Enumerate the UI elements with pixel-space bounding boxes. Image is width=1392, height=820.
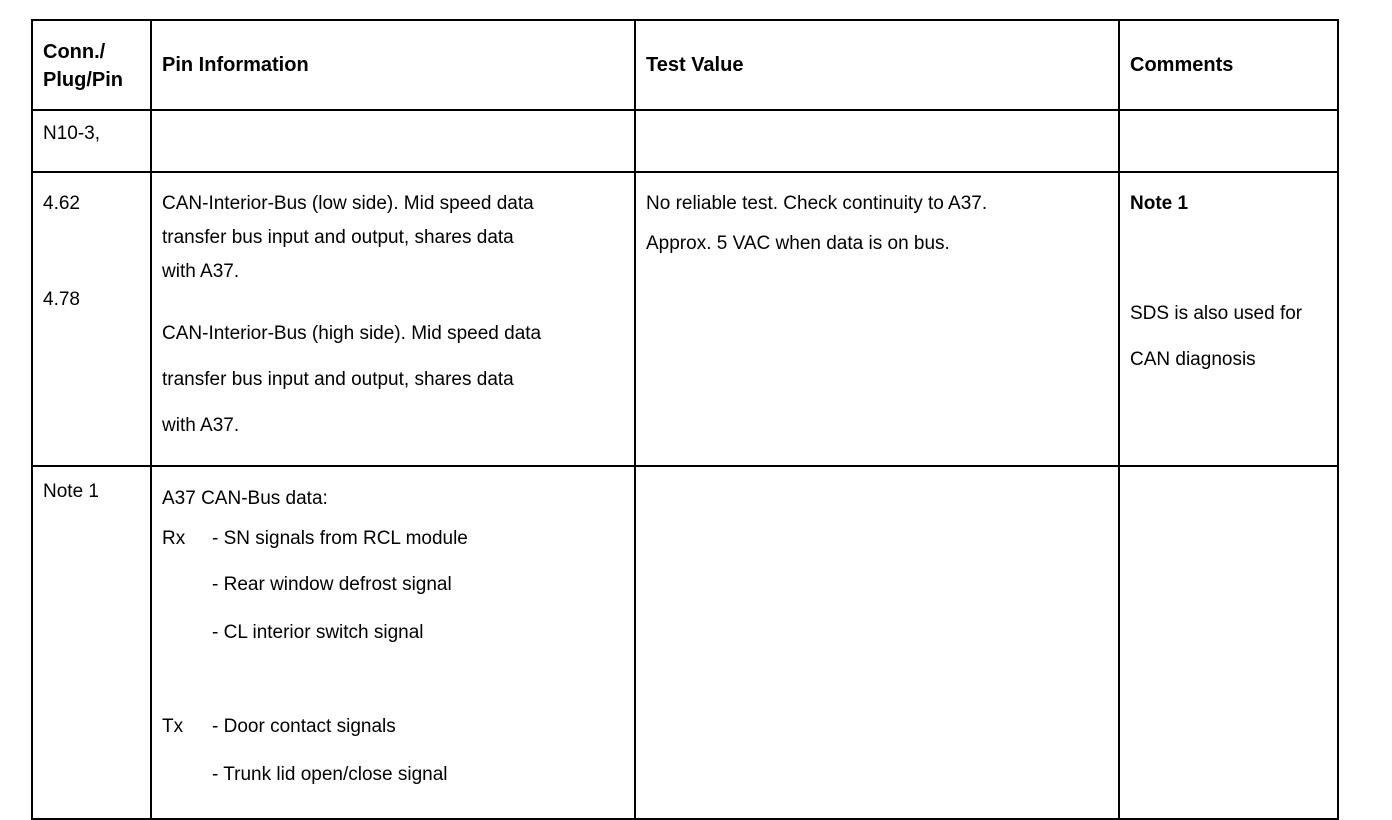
note-title: A37 CAN-Bus data: [162,488,328,509]
note-content-cell [151,466,635,819]
pin-info-low-side [162,187,624,289]
header-conn-line-2: Plug/Pin [43,69,123,91]
table-row-can-bus [32,172,1338,466]
test-value-line: Approx. 5 VAC when data is on bus. [646,233,950,254]
pin-cell [32,172,151,466]
test-value-cell [635,172,1119,466]
connector-cell: N10-3, [32,110,151,172]
comments-cell [1119,172,1338,466]
table-row-n10 [32,110,1338,172]
table-row-note-1 [32,466,1338,819]
header-test-value: Test Value [635,20,1119,110]
header-row [32,20,1338,110]
header-comments: Comments [1119,20,1338,110]
pin-info-line: transfer bus input and output, shares data [162,227,514,248]
rx-label: Rx [162,528,186,549]
header-conn-plug-pin [32,20,151,110]
tx-item: - Trunk lid open/close signal [212,764,448,785]
test-value-line: No reliable test. Check continuity to A37. [646,193,988,214]
pin-low-side: 4.62 [43,193,80,214]
pin-info-line: with A37. [162,261,240,282]
empty-cell [151,110,635,172]
comment-line: SDS is also used for [1130,303,1303,324]
empty-cell [1119,466,1338,819]
header-pin-information: Pin Information [151,20,635,110]
pin-info-line: CAN-Interior-Bus (low side). Mid speed data [162,193,534,214]
note-label-cell: Note 1 [32,466,151,819]
pin-info-table [31,19,1339,820]
empty-cell [635,110,1119,172]
rx-item: - SN signals from RCL module [212,528,468,549]
pin-info-line: with A37. [162,415,240,436]
empty-cell [1119,110,1338,172]
pin-info-line: transfer bus input and output, shares data [162,369,514,390]
comment-line: CAN diagnosis [1130,349,1256,370]
pin-info-high-side [162,311,624,449]
tx-label: Tx [162,716,184,737]
tx-item: - Door contact signals [212,716,396,737]
empty-cell [635,466,1119,819]
rx-item: - CL interior switch signal [212,622,424,643]
comment-note-ref: Note 1 [1130,193,1189,214]
comment-sds [1130,291,1327,383]
pin-information-cell [151,172,635,466]
pin-high-side: 4.78 [43,289,80,310]
pin-info-line: CAN-Interior-Bus (high side). Mid speed data [162,323,542,344]
header-conn-line-1: Conn./ [43,41,106,63]
rx-item: - Rear window defrost signal [212,574,452,595]
